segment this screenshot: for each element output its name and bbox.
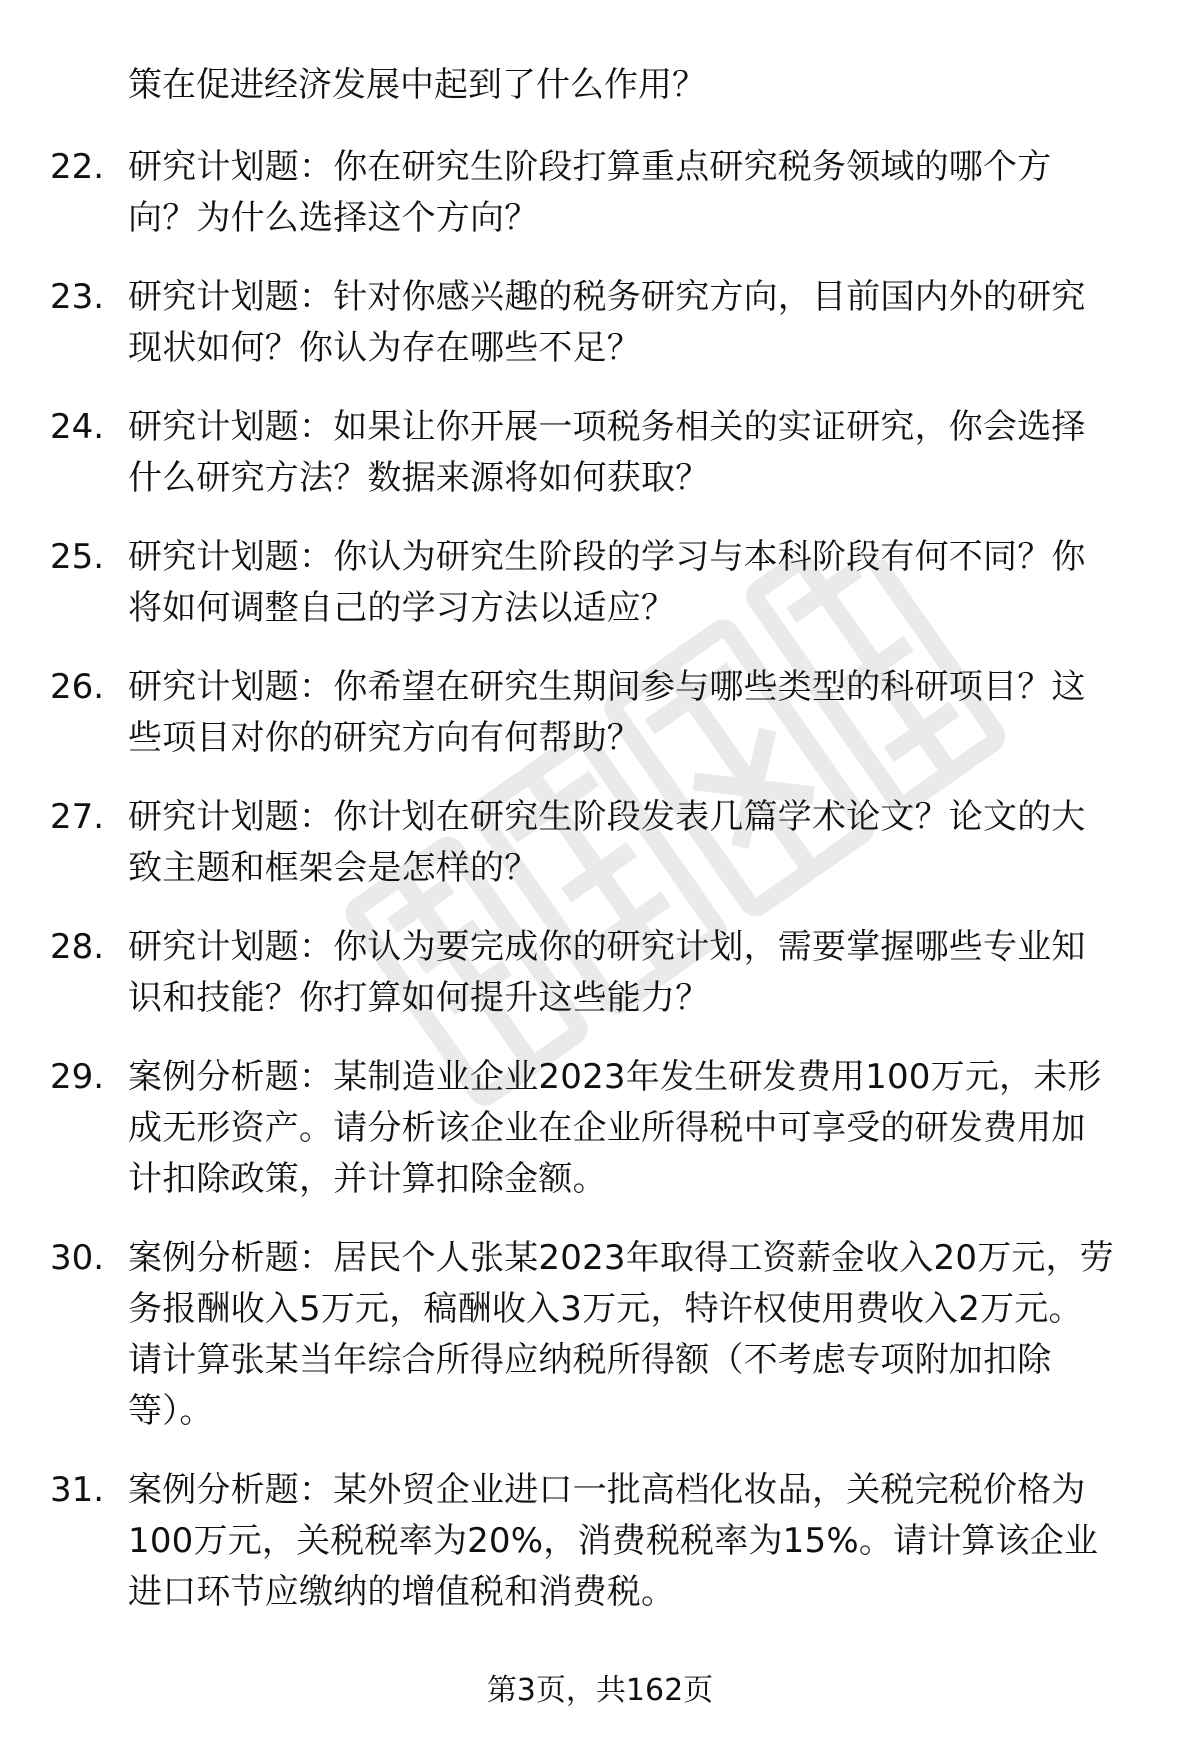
question-text <box>128 1052 1138 1205</box>
question-text <box>128 1233 1138 1437</box>
question-item <box>50 142 1150 244</box>
question-text-line: 识和技能？你打算如何提升这些能力？ <box>128 978 710 1018</box>
question-text <box>128 532 1138 634</box>
question-text <box>128 922 1138 1024</box>
page-number-footer: 第3页，共162页 <box>486 1673 714 1708</box>
question-text-line: 研究计划题：你在研究生阶段打算重点研究税务领域的哪个方 <box>128 147 1052 187</box>
question-item <box>50 532 1150 634</box>
question-number: 24. <box>50 407 105 447</box>
question-item <box>50 1052 1150 1205</box>
question-text-line: 什么研究方法？数据来源将如何获取？ <box>128 458 710 498</box>
question-item <box>50 1233 1150 1437</box>
question-text-line: 计扣除政策，并计算扣除金额。 <box>128 1159 607 1199</box>
question-item <box>50 922 1150 1024</box>
question-text-line: 将如何调整自己的学习方法以适应？ <box>128 588 676 628</box>
question-item <box>50 792 1150 894</box>
question-text <box>128 142 1138 244</box>
question-item <box>50 402 1150 504</box>
question-text-line: 研究计划题：如果让你开展一项税务相关的实证研究，你会选择 <box>128 407 1086 447</box>
question-item <box>50 272 1150 374</box>
question-item <box>50 1465 1150 1618</box>
question-item <box>50 662 1150 764</box>
question-number: 22. <box>50 147 105 187</box>
question-text-line: 研究计划题：你希望在研究生期间参与哪些类型的科研项目？这 <box>128 667 1086 707</box>
question-text-line: 100万元，关税税率为20%，消费税税率为15%。请计算该企业 <box>128 1521 1099 1561</box>
question-number: 29. <box>50 1057 105 1097</box>
question-number: 28. <box>50 927 105 967</box>
question-list <box>50 142 1150 1646</box>
question-text-line: 研究计划题：你认为要完成你的研究计划，需要掌握哪些专业知 <box>128 927 1086 967</box>
question-text-line: 务报酬收入5万元，稿酬收入3万元，特许权使用费收入2万元。 <box>128 1289 1083 1329</box>
question-text-line: 些项目对你的研究方向有何帮助？ <box>128 718 641 758</box>
question-text-line: 案例分析题：某制造业企业2023年发生研发费用100万元，未形 <box>128 1057 1102 1097</box>
question-text-line: 研究计划题：你计划在研究生阶段发表几篇学术论文？论文的大 <box>128 797 1086 837</box>
question-text-line: 研究计划题：针对你感兴趣的税务研究方向，目前国内外的研究 <box>128 277 1086 317</box>
question-text-line: 现状如何？你认为存在哪些不足？ <box>128 328 641 368</box>
question-text-line: 研究计划题：你认为研究生阶段的学习与本科阶段有何不同？你 <box>128 537 1086 577</box>
question-text <box>128 402 1138 504</box>
question-text-line: 案例分析题：居民个人张某2023年取得工资薪金收入20万元，劳 <box>128 1238 1114 1278</box>
question-text-line: 请计算张某当年综合所得应纳税所得额（不考虑专项附加扣除 <box>128 1340 1052 1380</box>
question-number: 30. <box>50 1238 105 1278</box>
question-text-line: 案例分析题：某外贸企业进口一批高档化妆品，关税完税价格为 <box>128 1470 1086 1510</box>
continued-question-text: 策在促进经济发展中起到了什么作用？ <box>128 65 706 105</box>
question-number: 26. <box>50 667 105 707</box>
question-number: 23. <box>50 277 105 317</box>
question-number: 31. <box>50 1470 105 1510</box>
question-number: 25. <box>50 537 105 577</box>
question-number: 27. <box>50 797 105 837</box>
question-text-line: 致主题和框架会是怎样的？ <box>128 848 539 888</box>
question-text-line: 向？为什么选择这个方向？ <box>128 198 539 238</box>
question-text <box>128 1465 1138 1618</box>
question-text <box>128 792 1138 894</box>
question-text-line: 成无形资产。请分析该企业在企业所得税中可享受的研发费用加 <box>128 1108 1086 1148</box>
question-text <box>128 272 1138 374</box>
question-text-line: 进口环节应缴纳的增值税和消费税。 <box>128 1572 676 1612</box>
question-text-line: 等）。 <box>128 1391 214 1431</box>
question-text <box>128 662 1138 764</box>
